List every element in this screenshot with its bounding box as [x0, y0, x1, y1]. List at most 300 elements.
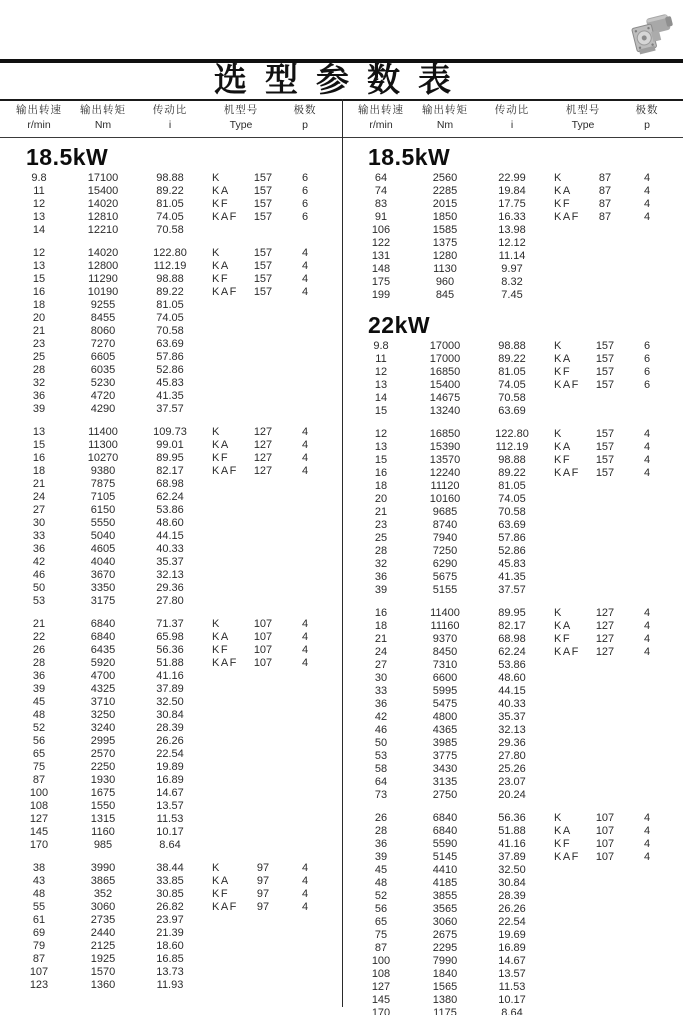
cell-ratio: 30.84: [498, 877, 526, 889]
cell-ratio: 48.60: [156, 517, 184, 529]
cell-type-size: [246, 390, 280, 403]
cell-ratio: 11.93: [156, 979, 184, 991]
cell-type-size: [246, 774, 280, 787]
cell-poles: [622, 392, 672, 405]
cell-speed: 12: [374, 366, 388, 378]
cell-torque: 5230: [90, 377, 116, 389]
cell-torque: 13240: [429, 405, 461, 417]
cell-speed: 26: [32, 644, 46, 656]
cell-ratio: 99.01: [156, 439, 184, 451]
cell-type-size: 97: [256, 888, 270, 900]
cell-poles: [280, 569, 330, 582]
cell-poles: 4: [643, 620, 651, 632]
cell-speed: 175: [371, 276, 391, 288]
cell-poles: [280, 722, 330, 735]
cell-type-size: [246, 761, 280, 774]
table-column-left: [0, 142, 341, 1015]
cell-torque: 11300: [88, 439, 118, 451]
cell-type-series: [554, 224, 588, 237]
cell-type-series: [554, 685, 588, 698]
cell-type-size: [588, 929, 622, 942]
cell-torque: 1570: [90, 966, 116, 978]
cell-poles: 6: [301, 172, 309, 184]
cell-poles: [280, 940, 330, 953]
cell-ratio: 70.58: [498, 392, 526, 404]
cell-torque: 3060: [90, 901, 116, 913]
cell-ratio: 26.82: [156, 901, 184, 913]
cell-type-series: [554, 750, 588, 763]
cell-speed: 16: [32, 286, 46, 298]
cell-ratio: 109.73: [153, 426, 187, 438]
table-row: [10, 657, 341, 670]
cell-torque: 1840: [432, 968, 458, 980]
table-row: [10, 787, 341, 800]
cell-ratio: 48.60: [498, 672, 526, 684]
cell-torque: 1675: [90, 787, 116, 799]
cell-poles: [280, 914, 330, 927]
table-row: [10, 556, 341, 569]
cell-ratio: 29.36: [156, 582, 184, 594]
cell-type-size: [588, 981, 622, 994]
cell-torque: 3990: [90, 862, 116, 874]
cell-speed: 39: [32, 683, 46, 695]
cell-torque: 1565: [432, 981, 458, 993]
cell-type-size: [588, 724, 622, 737]
table-row: [352, 558, 683, 571]
cell-poles: [280, 491, 330, 504]
cell-type-series: [554, 864, 588, 877]
table-row: [10, 979, 341, 992]
cell-type-series: [212, 364, 246, 377]
cell-poles: 4: [301, 888, 309, 900]
cell-torque: 2675: [432, 929, 458, 941]
cell-poles: 4: [643, 454, 651, 466]
table-row: [352, 276, 683, 289]
cell-speed: 16: [374, 467, 388, 479]
table-row: [352, 968, 683, 981]
cell-type-size: [588, 289, 622, 302]
cell-speed: 28: [32, 657, 46, 669]
cell-speed: 50: [32, 582, 46, 594]
table-row: [10, 644, 341, 657]
cell-ratio: 13.98: [498, 224, 526, 236]
cell-ratio: 89.22: [498, 353, 526, 365]
cell-poles: [622, 480, 672, 493]
ratio-block: [10, 172, 341, 237]
cell-type-series: KF: [554, 633, 572, 645]
cell-poles: 6: [301, 185, 309, 197]
table-row: [352, 838, 683, 851]
table-row: [10, 543, 341, 556]
cell-type-size: 157: [253, 185, 273, 197]
cell-type-series: [212, 312, 246, 325]
cell-ratio: 18.60: [156, 940, 184, 952]
cell-speed: 48: [32, 888, 46, 900]
cell-poles: 4: [301, 439, 309, 451]
cell-speed: 21: [374, 633, 388, 645]
table-row: [352, 211, 683, 224]
cell-torque: 352: [93, 888, 113, 900]
cell-type-size: [246, 224, 280, 237]
cell-poles: 6: [301, 198, 309, 210]
cell-ratio: 81.05: [156, 299, 184, 311]
cell-type-series: [554, 276, 588, 289]
cell-ratio: 38.44: [156, 862, 184, 874]
cell-ratio: 40.33: [498, 698, 526, 710]
cell-poles: [280, 800, 330, 813]
cell-poles: [622, 877, 672, 890]
cell-type-series: [212, 377, 246, 390]
cell-poles: [280, 299, 330, 312]
table-row: [10, 390, 341, 403]
cell-speed: 11: [375, 353, 387, 365]
cell-speed: 27: [374, 659, 388, 671]
cell-poles: 4: [643, 211, 651, 223]
cell-ratio: 52.86: [156, 364, 184, 376]
cell-ratio: 10.17: [498, 994, 526, 1006]
cell-type-size: [246, 748, 280, 761]
header-ratio: 传动比 i: [494, 104, 530, 131]
cell-ratio: 30.84: [156, 709, 184, 721]
cell-ratio: 14.67: [156, 787, 184, 799]
cell-type-size: [588, 659, 622, 672]
table-row: [352, 571, 683, 584]
cell-torque: 7990: [432, 955, 458, 967]
cell-torque: 5145: [432, 851, 458, 863]
cell-torque: 3135: [432, 776, 458, 788]
table-row: [10, 670, 341, 683]
cell-ratio: 28.39: [498, 890, 526, 902]
cell-type-size: [588, 942, 622, 955]
cell-type-series: [212, 774, 246, 787]
cell-poles: 4: [643, 172, 651, 184]
cell-type-series: K: [554, 812, 563, 824]
ratio-block: [352, 340, 683, 418]
table-column-right: [342, 142, 683, 1015]
cell-ratio: 16.33: [498, 211, 526, 223]
cell-type-series: [212, 517, 246, 530]
cell-torque: 12810: [87, 211, 119, 223]
cell-type-series: [554, 903, 588, 916]
cell-speed: 33: [374, 685, 388, 697]
cell-type-size: [588, 480, 622, 493]
cell-type-series: [212, 787, 246, 800]
cell-speed: 36: [374, 838, 388, 850]
cell-speed: 13: [32, 426, 46, 438]
cell-type-series: KA: [212, 185, 230, 197]
cell-poles: [280, 403, 330, 416]
cell-torque: 7875: [90, 478, 116, 490]
cell-poles: [622, 942, 672, 955]
cell-speed: 16: [374, 607, 388, 619]
table-row: [10, 582, 341, 595]
cell-type-size: 127: [253, 426, 273, 438]
table-row: [10, 709, 341, 722]
cell-torque: 17100: [87, 172, 119, 184]
table-row: [352, 633, 683, 646]
cell-poles: [280, 979, 330, 992]
table-row: [352, 198, 683, 211]
cell-ratio: 45.83: [156, 377, 184, 389]
table-row: [10, 439, 341, 452]
cell-poles: [280, 953, 330, 966]
cell-poles: [622, 532, 672, 545]
cell-ratio: 89.95: [156, 452, 184, 464]
table-row: [10, 839, 341, 852]
cell-torque: 1160: [91, 826, 115, 838]
cell-speed: 20: [374, 493, 388, 505]
cell-torque: 3250: [90, 709, 116, 721]
cell-torque: 6840: [432, 812, 458, 824]
cell-torque: 16850: [429, 428, 461, 440]
cell-torque: 3985: [432, 737, 458, 749]
cell-speed: 36: [374, 571, 388, 583]
cell-poles: [280, 543, 330, 556]
ratio-block: [10, 247, 341, 416]
cell-type-size: [246, 927, 280, 940]
cell-ratio: 68.98: [156, 478, 184, 490]
cell-type-size: [246, 351, 280, 364]
cell-poles: [280, 966, 330, 979]
table-row: [10, 735, 341, 748]
cell-speed: 24: [374, 646, 388, 658]
cell-type-series: [554, 493, 588, 506]
cell-torque: 14020: [87, 198, 119, 210]
header-poles: 极数 p: [293, 104, 317, 131]
cell-speed: 64: [374, 776, 388, 788]
table-row: [10, 338, 341, 351]
cell-ratio: 10.17: [156, 826, 184, 838]
cell-poles: [280, 670, 330, 683]
cell-type-size: 107: [253, 631, 273, 643]
cell-poles: [622, 659, 672, 672]
cell-poles: [280, 556, 330, 569]
cell-type-series: KA: [554, 825, 572, 837]
cell-type-size: [588, 263, 622, 276]
cell-poles: [622, 737, 672, 750]
table-row: [10, 185, 341, 198]
cell-torque: 6840: [90, 631, 116, 643]
cell-speed: 15: [32, 273, 46, 285]
cell-speed: 9.8: [31, 172, 47, 184]
cell-torque: 4800: [432, 711, 458, 723]
cell-type-size: [588, 558, 622, 571]
cell-ratio: 13.73: [156, 966, 184, 978]
cell-ratio: 112.19: [153, 260, 187, 272]
cell-type-series: KA: [212, 631, 230, 643]
cell-torque: 8740: [432, 519, 458, 531]
cell-ratio: 37.57: [498, 584, 526, 596]
cell-type-series: [212, 390, 246, 403]
cell-ratio: 32.13: [156, 569, 184, 581]
table-row: [10, 273, 341, 286]
table-row: [352, 737, 683, 750]
cell-type-size: [588, 672, 622, 685]
cell-ratio: 19.89: [156, 761, 184, 773]
cell-poles: 4: [643, 185, 651, 197]
cell-poles: [280, 839, 330, 852]
cell-ratio: 37.89: [498, 851, 526, 863]
cell-poles: 4: [643, 633, 651, 645]
cell-speed: 87: [374, 942, 388, 954]
cell-type-size: [246, 569, 280, 582]
cell-type-size: [246, 556, 280, 569]
cell-speed: 36: [32, 670, 46, 682]
table-row: [352, 519, 683, 532]
cell-ratio: 30.85: [156, 888, 184, 900]
cell-ratio: 32.50: [156, 696, 184, 708]
cell-ratio: 81.05: [156, 198, 184, 210]
cell-torque: 6840: [90, 618, 116, 630]
cell-poles: [622, 916, 672, 929]
cell-speed: 39: [374, 584, 388, 596]
cell-speed: 100: [371, 955, 391, 967]
cell-torque: 10270: [87, 452, 119, 464]
cell-ratio: 62.24: [156, 491, 184, 503]
power-section: [10, 144, 341, 992]
cell-poles: [280, 224, 330, 237]
cell-ratio: 63.69: [498, 405, 526, 417]
cell-speed: 36: [374, 698, 388, 710]
cell-poles: 4: [643, 198, 651, 210]
cell-speed: 50: [374, 737, 388, 749]
cell-speed: 42: [374, 711, 388, 723]
cell-speed: 32: [32, 377, 46, 389]
cell-torque: 4290: [90, 403, 116, 415]
cell-speed: 46: [374, 724, 388, 736]
cell-type-size: [246, 517, 280, 530]
table-row: [352, 467, 683, 480]
cell-poles: [622, 263, 672, 276]
cell-ratio: 41.16: [156, 670, 184, 682]
cell-torque: 7250: [432, 545, 458, 557]
cell-speed: 11: [33, 185, 45, 197]
table-row: [10, 452, 341, 465]
cell-ratio: 98.88: [156, 172, 184, 184]
cell-speed: 87: [32, 774, 46, 786]
cell-type-size: [246, 595, 280, 608]
table-row: [10, 491, 341, 504]
cell-torque: 4040: [90, 556, 116, 568]
cell-type-series: [212, 761, 246, 774]
gearmotor-photo: [624, 10, 680, 62]
table-row: [10, 774, 341, 787]
cell-type-size: [246, 338, 280, 351]
cell-speed: 18: [32, 465, 46, 477]
cell-type-series: [554, 955, 588, 968]
cell-poles: [622, 558, 672, 571]
ratio-block: [10, 618, 341, 852]
cell-ratio: 28.39: [156, 722, 184, 734]
header-speed: 输出转速 r/min: [358, 104, 404, 131]
cell-torque: 1585: [432, 224, 458, 236]
cell-torque: 2250: [90, 761, 116, 773]
table-row: [10, 530, 341, 543]
cell-type-series: [554, 532, 588, 545]
cell-speed: 53: [32, 595, 46, 607]
cell-poles: [280, 530, 330, 543]
cell-type-size: 157: [253, 273, 273, 285]
table-row: [352, 224, 683, 237]
table-row: [10, 862, 341, 875]
header-torque: 输出转矩 Nm: [80, 104, 126, 131]
cell-poles: [622, 968, 672, 981]
cell-type-size: [246, 299, 280, 312]
cell-speed: 55: [32, 901, 46, 913]
cell-speed: 145: [29, 826, 49, 838]
table-row: [352, 890, 683, 903]
table-row: [352, 263, 683, 276]
cell-ratio: 70.58: [498, 506, 526, 518]
cell-ratio: 40.33: [156, 543, 184, 555]
cell-type-size: 157: [253, 286, 273, 298]
ratio-block: [10, 426, 341, 608]
cell-type-series: KAF: [212, 286, 238, 298]
cell-type-size: [246, 530, 280, 543]
table-row: [10, 172, 341, 185]
cell-speed: 18: [32, 299, 46, 311]
table-row: [352, 903, 683, 916]
cell-ratio: 81.05: [498, 366, 526, 378]
cell-type-series: [212, 966, 246, 979]
cell-type-series: K: [212, 247, 221, 259]
cell-type-series: [212, 800, 246, 813]
table-row: [352, 659, 683, 672]
cell-type-size: 87: [598, 172, 612, 184]
cell-type-series: KAF: [212, 657, 238, 669]
cell-type-series: [554, 737, 588, 750]
cell-ratio: 16.89: [498, 942, 526, 954]
cell-ratio: 51.88: [498, 825, 526, 837]
cell-speed: 48: [374, 877, 388, 889]
cell-type-series: [212, 491, 246, 504]
table-row: [352, 172, 683, 185]
cell-poles: [622, 955, 672, 968]
cell-type-size: [588, 392, 622, 405]
cell-type-series: [212, 224, 246, 237]
cell-poles: [280, 338, 330, 351]
cell-torque: 3710: [90, 696, 116, 708]
cell-torque: 2570: [90, 748, 116, 760]
cell-type-size: [588, 890, 622, 903]
cell-poles: [280, 582, 330, 595]
cell-torque: 11290: [88, 273, 118, 285]
cell-type-series: K: [212, 862, 221, 874]
cell-type-series: KF: [212, 452, 230, 464]
cell-poles: [622, 506, 672, 519]
table-row: [352, 1007, 683, 1015]
cell-type-series: KAF: [212, 901, 238, 913]
cell-ratio: 74.05: [156, 211, 184, 223]
cell-poles: [280, 377, 330, 390]
page-title: 选型参数表: [214, 61, 469, 98]
cell-type-series: KF: [554, 838, 572, 850]
cell-ratio: 74.05: [498, 493, 526, 505]
table-row: [10, 914, 341, 927]
cell-poles: [280, 351, 330, 364]
table-row: [352, 916, 683, 929]
cell-torque: 1380: [432, 994, 458, 1006]
cell-speed: 20: [32, 312, 46, 324]
cell-type-size: 157: [253, 198, 273, 210]
cell-torque: 11160: [430, 620, 460, 632]
cell-poles: 6: [301, 211, 309, 223]
cell-type-series: [554, 250, 588, 263]
table-row: [10, 966, 341, 979]
cell-type-series: KF: [554, 454, 572, 466]
ratio-block: [352, 428, 683, 597]
cell-poles: 4: [643, 812, 651, 824]
